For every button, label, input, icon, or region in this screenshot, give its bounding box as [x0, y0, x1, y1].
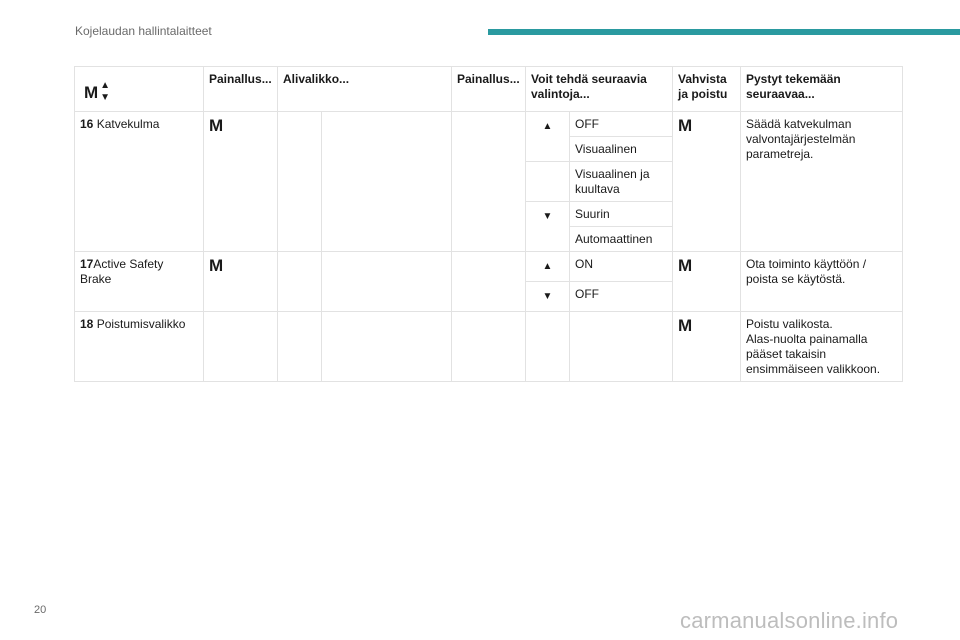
down-arrow-icon: ▼ [100, 92, 111, 103]
down-arrow-icon: ▼ [542, 211, 553, 222]
submenu-cell-a [278, 112, 322, 252]
arrow-cell [526, 202, 570, 252]
menu-table [74, 66, 903, 382]
up-arrow-icon: ▲ [100, 80, 111, 91]
arrow-cell [526, 282, 570, 312]
page-number: 20 [34, 604, 47, 616]
option-cell: Automaattinen [570, 227, 673, 252]
arrow-cell-empty [526, 162, 570, 202]
row-label-katvekulma [75, 112, 204, 252]
confirm-cell [673, 112, 741, 252]
row-number: 16 [80, 117, 94, 131]
up-arrow-icon: ▲ [542, 121, 553, 132]
option-cell: Visuaalinen [570, 137, 673, 162]
menu-icon: M [678, 316, 693, 335]
submenu-cell-b [322, 312, 452, 382]
menu-icon: M [209, 256, 224, 275]
up-arrow-icon: ▲ [542, 261, 553, 272]
submenu-cell-b [322, 112, 452, 252]
option-cell: Visuaalinen ja kuultava [570, 162, 673, 202]
press-cell-2 [452, 112, 526, 252]
menu-icon: M [678, 116, 693, 135]
submenu-cell-b [322, 252, 452, 312]
section-title: Kojelaudan hallintalaitteet [75, 24, 212, 38]
accent-bar [488, 29, 960, 35]
arrow-cell-empty [526, 312, 570, 382]
description-cell: Säädä katvekulman valvontajärjestelmän parametreja. [741, 112, 903, 252]
press-cell [204, 312, 278, 382]
row-number: 17 [80, 257, 94, 271]
table-header-row [75, 67, 903, 112]
press-cell [204, 112, 278, 252]
arrow-cell [526, 252, 570, 282]
row-number: 18 [80, 317, 94, 331]
menu-icon: M [678, 256, 693, 275]
header-valinnat: Voit tehdä seuraavia valintoja... [526, 67, 673, 112]
table-row [75, 252, 903, 282]
header-painallus-1: Painallus... [204, 67, 278, 112]
arrow-cell [526, 112, 570, 162]
option-cell-empty [570, 312, 673, 382]
option-cell: OFF [570, 282, 673, 312]
menu-icon: M [209, 116, 224, 135]
press-cell-2 [452, 312, 526, 382]
row-label: Poistumisvalikko [93, 317, 186, 331]
menu-icon: M [84, 82, 99, 102]
header-painallus-2: Painallus... [452, 67, 526, 112]
table-row [75, 312, 903, 382]
header-vahvista: Vahvista ja poistu [673, 67, 741, 112]
description-line: Alas-nuolta painamalla pääset takaisin ensimmäiseen valikkoon. [746, 332, 881, 376]
header-alivalikko: Alivalikko... [278, 67, 452, 112]
option-cell: OFF [570, 112, 673, 137]
submenu-cell-a [278, 252, 322, 312]
watermark: carmanualsonline.info [680, 608, 899, 633]
header-menu-icon-cell [75, 67, 204, 112]
confirm-cell [673, 252, 741, 312]
submenu-cell-a [278, 312, 322, 382]
description-cell [741, 312, 903, 382]
confirm-cell [673, 312, 741, 382]
down-arrow-icon: ▼ [542, 291, 553, 302]
press-cell [204, 252, 278, 312]
table-row [75, 112, 903, 137]
row-label: Active Safety Brake [80, 257, 164, 286]
press-cell-2 [452, 252, 526, 312]
header-pystyt: Pystyt tekemään seuraavaa... [741, 67, 903, 112]
description-line: Poistu valikosta. [746, 317, 833, 331]
row-label-active-safety-brake [75, 252, 204, 312]
option-cell: Suurin [570, 202, 673, 227]
row-label: Katvekulma [93, 117, 160, 131]
option-cell: ON [570, 252, 673, 282]
row-label-poistumisvalikko [75, 312, 204, 382]
description-cell: Ota toiminto käyttöön / poista se käytöstä. [741, 252, 903, 312]
